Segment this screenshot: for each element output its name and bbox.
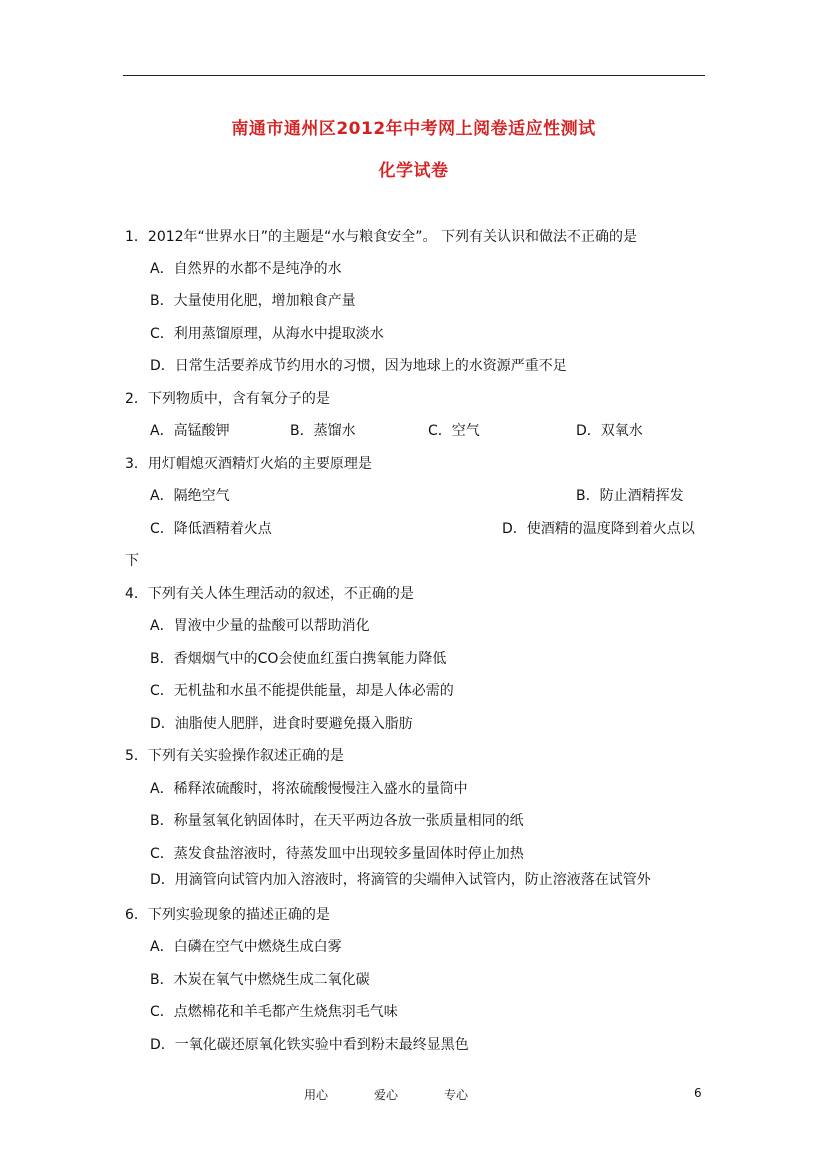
page-number: 6	[694, 1086, 702, 1100]
footer-word-1: 用心	[304, 1088, 329, 1102]
question-6-stem: 6．下列实验现象的描述正确的是	[125, 907, 330, 923]
question-4-option-a: A．胃液中少量的盐酸可以帮助消化	[150, 618, 370, 634]
question-2-option-d: D．双氧水	[576, 423, 643, 439]
question-6-option-c: C．点燃棉花和羊毛都产生烧焦羽毛气味	[150, 1004, 398, 1020]
question-5-option-a: A．稀释浓硫酸时，将浓硫酸慢慢注入盛水的量筒中	[150, 781, 468, 797]
question-4-option-c: C．无机盐和水虽不能提供能量，却是人体必需的	[150, 683, 454, 699]
question-5-stem: 5．下列有关实验操作叙述正确的是	[125, 748, 344, 764]
question-5-option-b: B．称量氢氧化钠固体时，在天平两边各放一张质量相同的纸	[150, 813, 524, 829]
question-6-option-a: A．白磷在空气中燃烧生成白雾	[150, 939, 342, 955]
question-4-option-d: D．油脂使人肥胖，进食时要避免摄入脂肪	[150, 716, 413, 732]
question-3-option-d-wrap: 下	[125, 553, 139, 569]
question-3-stem: 3．用灯帽熄灭酒精灯火焰的主要原理是	[125, 456, 372, 472]
question-3-option-a: A．隔绝空气	[150, 488, 230, 504]
question-4-stem: 4．下列有关人体生理活动的叙述，不正确的是	[125, 586, 414, 602]
question-6-option-b: B．木炭在氧气中燃烧生成二氧化碳	[150, 972, 370, 988]
header-rule	[123, 75, 705, 76]
question-3-option-c: C．降低酒精着火点	[150, 521, 272, 537]
question-5-option-c: C．蒸发食盐溶液时，待蒸发皿中出现较多量固体时停止加热	[150, 846, 524, 862]
question-2-option-c: C．空气	[428, 423, 480, 439]
question-5-option-d: D．用滴管向试管内加入溶液时，将滴管的尖端伸入试管内，防止溶液落在试管外	[150, 872, 651, 888]
page-title: 南通市通州区2012年中考网上阅卷适应性测试	[231, 119, 596, 139]
question-6-option-d: D．一氧化碳还原氧化铁实验中看到粉末最终显黑色	[150, 1037, 469, 1053]
page-subtitle: 化学试卷	[378, 161, 449, 181]
question-1-option-c: C．利用蒸馏原理，从海水中提取淡水	[150, 326, 384, 342]
question-1-option-b: B．大量使用化肥，增加粮食产量	[150, 293, 356, 309]
footer-word-3: 专心	[444, 1088, 469, 1102]
footer-word-2: 爱心	[374, 1088, 399, 1102]
question-3-option-d: D．使酒精的温度降到着火点以	[502, 521, 695, 537]
question-1-stem: 1．2012年“世界水日”的主题是“水与粮食安全”。 下列有关认识和做法不正确的是	[125, 229, 637, 245]
question-2-option-a: A．高锰酸钾	[150, 423, 230, 439]
question-4-option-b: B．香烟烟气中的CO会使血红蛋白携氧能力降低	[150, 651, 447, 667]
question-1-option-a: A．自然界的水都不是纯净的水	[150, 261, 342, 277]
question-3-option-b: B．防止酒精挥发	[576, 488, 684, 504]
question-2-option-b: B．蒸馏水	[290, 423, 356, 439]
question-1-option-d: D．日常生活要养成节约用水的习惯，因为地球上的水资源严重不足	[150, 358, 567, 374]
question-2-stem: 2．下列物质中，含有氧分子的是	[125, 391, 330, 407]
